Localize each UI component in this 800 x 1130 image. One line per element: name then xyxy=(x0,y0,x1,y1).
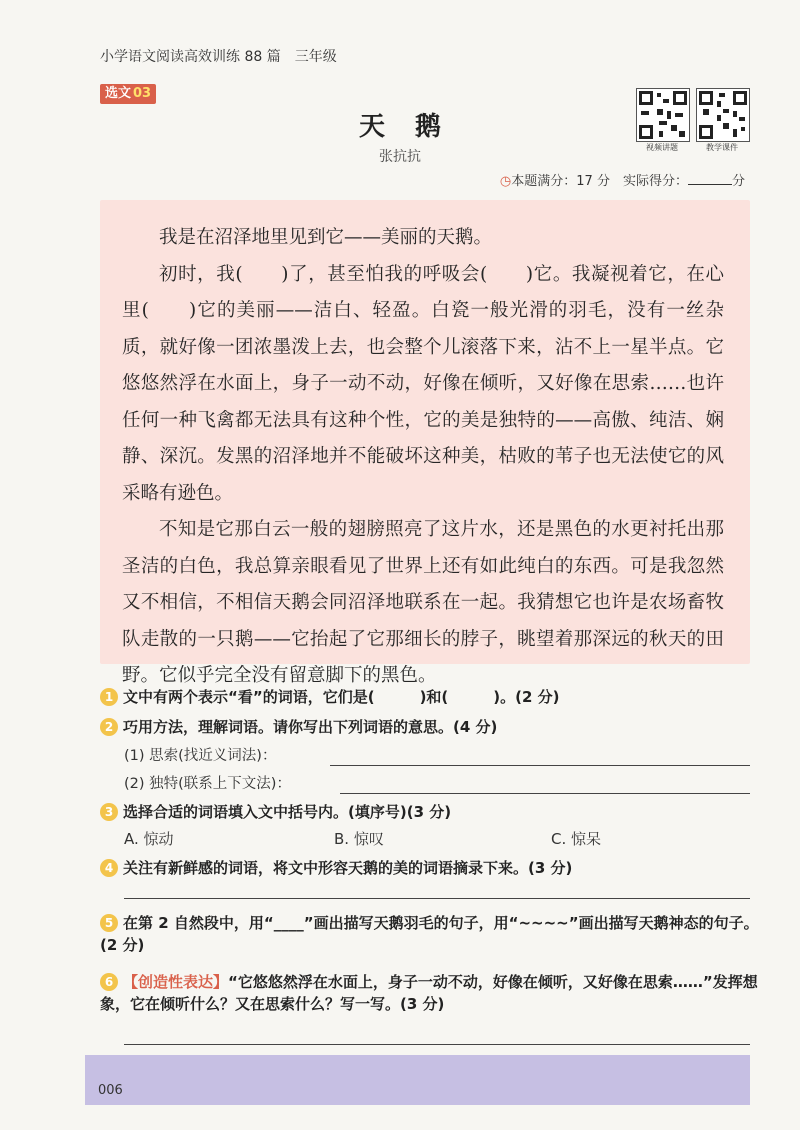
question-number: 5 xyxy=(100,914,118,932)
reading-passage xyxy=(100,200,750,686)
qr-code-icon[interactable] xyxy=(636,88,690,142)
book-series-header: 小学语文阅读高效训练 88 篇 三年级 xyxy=(100,49,337,65)
question-2-sub-1: (1) 思索(找近义词法)： xyxy=(124,748,277,764)
option-a: A. 惊动 xyxy=(124,830,174,848)
qr-label-video: 视频讲题 xyxy=(646,143,678,152)
passage-paragraph: 初时，我( )了，甚至怕我的呼吸会( )它。我凝视着它，在心里( )它的美丽——洁白、轻盈。白瓷一般光滑的羽毛，没有一丝杂质，就好像一团浓墨泼上去，也会整个儿滚落下来，沾不上一星半点。它悠悠然浮在水面上，身子一动不动，好像在倾听，又好像在思索……也许任何一种飞禽都无法具有这种个性，它的美是独特的——高傲、纯洁、娴静、深沉。发黑的沼泽地并不能破坏这种美，枯败的苇子也无法使它的风采略有逊色。 xyxy=(122,263,724,504)
question-2-sub-2: (2) 独特(联系上下文法)： xyxy=(124,776,291,792)
answer-line[interactable] xyxy=(330,765,750,766)
question-number: 6 xyxy=(100,973,118,991)
section-tag: 选文 03 xyxy=(100,84,156,104)
option-b: B. 惊叹 xyxy=(334,830,384,848)
qr-code-icon[interactable] xyxy=(696,88,750,142)
article-author: 张抗抗 xyxy=(379,149,421,165)
footer-band xyxy=(85,1055,750,1105)
question-number: 4 xyxy=(100,859,118,877)
article-title: 天鹅 xyxy=(358,112,471,142)
page-number: 006 xyxy=(98,1083,123,1098)
creative-tag: 【创造性表达】 xyxy=(123,973,229,991)
question-6: 6 【创造性表达】“它悠悠然浮在水面上，身子一动不动，好像在倾听，又好像在思索……”发挥想象，它在倾听什么？又在思索什么？写一写。(3 分) xyxy=(100,973,758,1013)
passage-paragraph: 不知是它那白云一般的翅膀照亮了这片水，还是黑色的水更衬托出那圣洁的白色，我总算亲眼看见了世界上还有如此纯白的东西。可是我忽然又不相信，不相信天鹅会同沼泽地联系在一起。我猜想它也许是农场畜牧队走散的一只鹅——它抬起了它那细长的脖子，眺望着那深远的秋天的田野。它似乎完全没有留意脚下的黑色。 xyxy=(122,519,724,686)
question-5: 5 在第 2 自然段中，用“____”画出描写天鹅羽毛的句子，用“~~~~”画出描写天鹅神态的句子。(2 分) xyxy=(100,914,759,954)
question-number: 1 xyxy=(100,688,118,706)
score-blank[interactable] xyxy=(688,184,732,185)
question-3: 3 选择合适的词语填入文中括号内。(填序号)(3 分) xyxy=(100,801,760,823)
answer-line[interactable] xyxy=(124,898,750,899)
answer-line[interactable] xyxy=(340,793,750,794)
passage-paragraph: 我是在沼泽地里见到它——美丽的天鹅。 xyxy=(159,227,493,248)
question-2: 2 巧用方法，理解词语。请你写出下列词语的意思。(4 分) xyxy=(100,716,760,738)
qr-label-courseware: 教学课件 xyxy=(706,143,738,152)
question-number: 3 xyxy=(100,803,118,821)
question-number: 2 xyxy=(100,718,118,736)
answer-line[interactable] xyxy=(124,1044,750,1045)
question-1: 1 文中有两个表示“看”的词语，它们是( )和( )。(2 分) xyxy=(100,686,760,708)
option-c: C. 惊呆 xyxy=(551,830,602,848)
score-line: ◷本题满分：17 分 实际得分： 分 xyxy=(499,174,745,189)
clock-icon: ◷ xyxy=(499,174,512,189)
question-4: 4 关注有新鲜感的词语，将文中形容天鹅的美的词语摘录下来。(3 分) xyxy=(100,857,760,879)
